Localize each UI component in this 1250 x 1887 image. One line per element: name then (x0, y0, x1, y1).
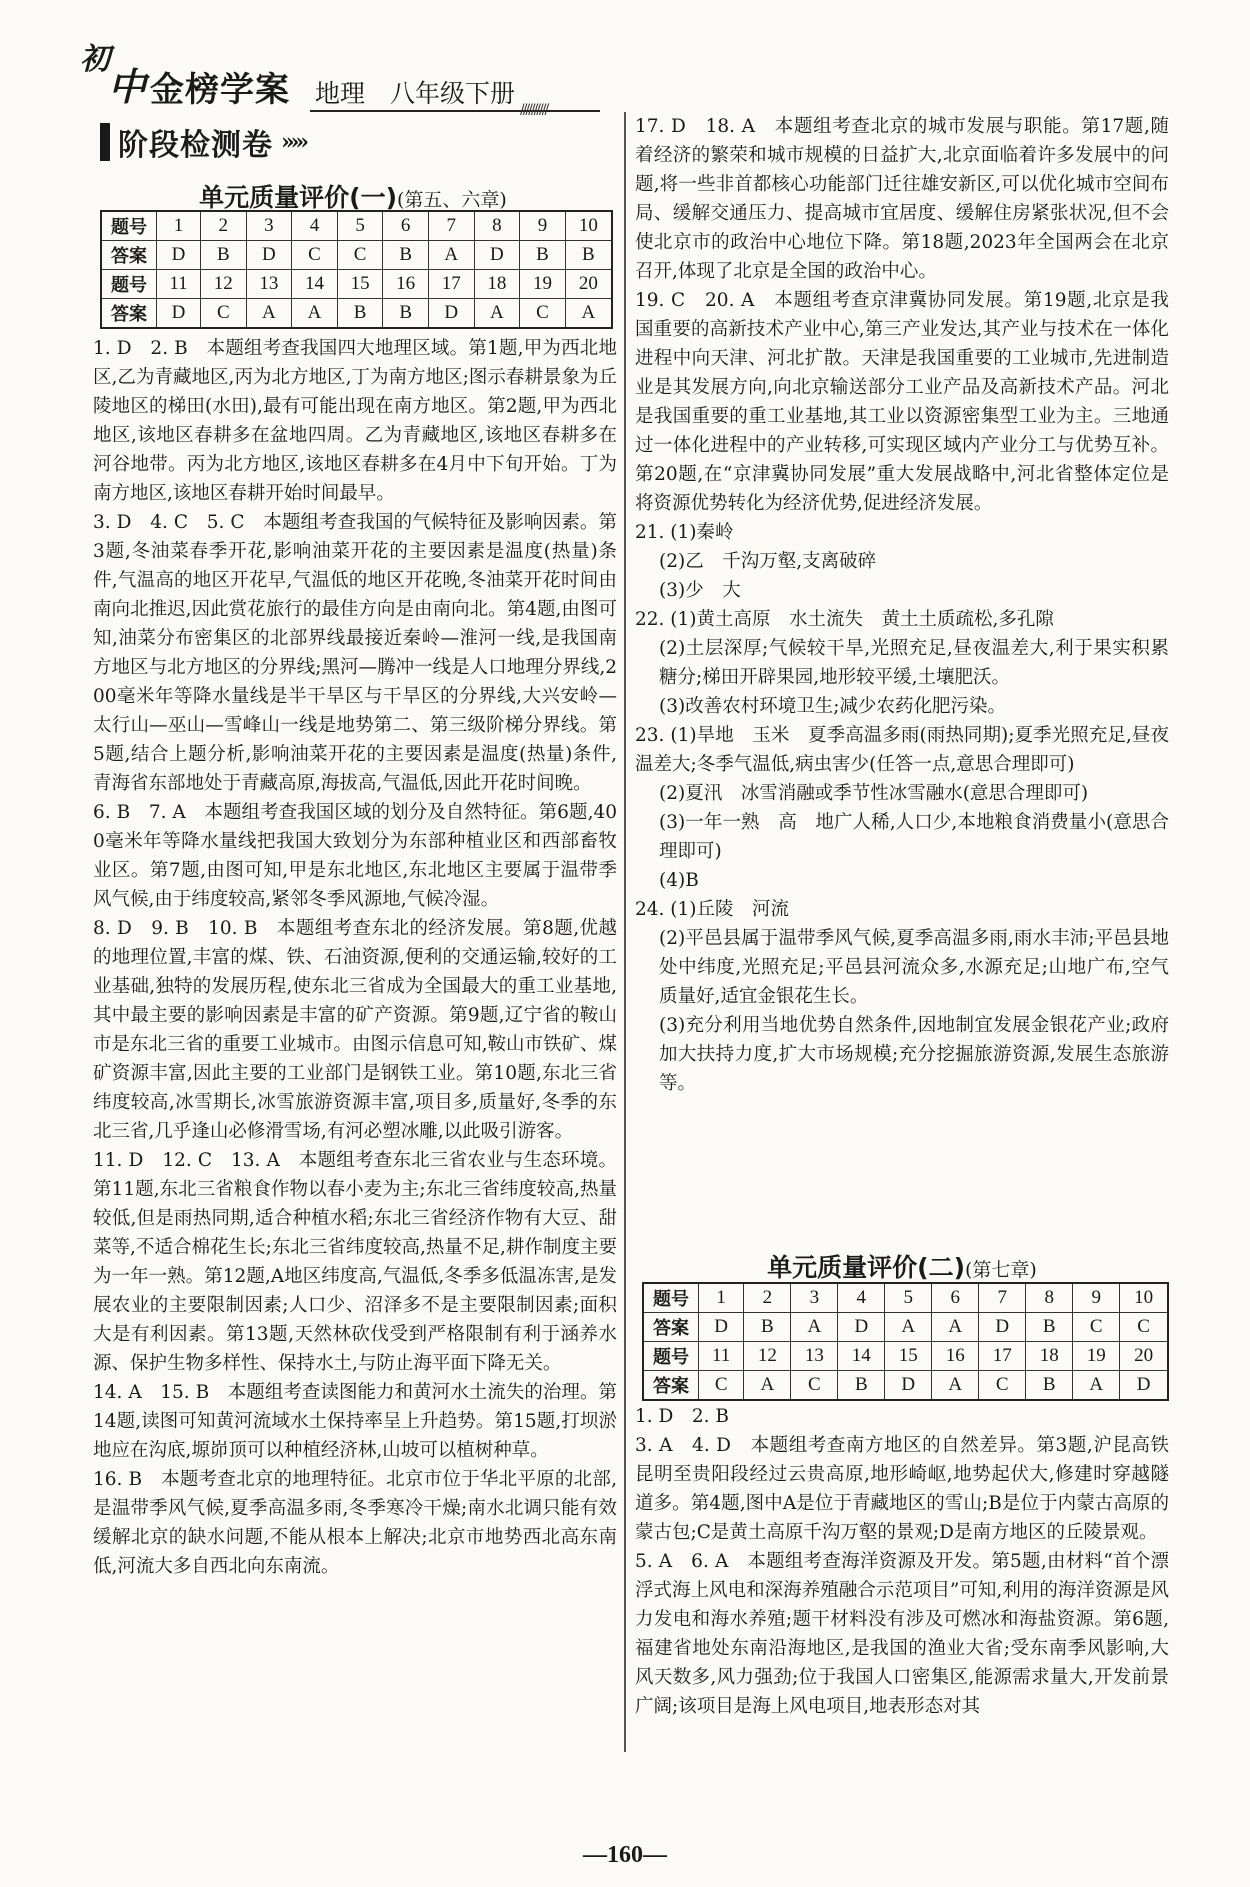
answer-cell: B (744, 1313, 791, 1342)
answer-cell: B (1026, 1313, 1073, 1342)
question-number: 9 (1073, 1283, 1120, 1313)
question-number: 9 (520, 211, 566, 241)
answer-paragraph: (3)充分利用当地优势自然条件,因地制宜发展金银花产业;政府加大扶持力度,扩大市场规模;充分挖掘旅游资源,发展生态旅游等。 (659, 1015, 1169, 1094)
question-number: 5 (885, 1283, 932, 1313)
answer-paragraph: 19. C 20. A 本题组考查京津冀协同发展。第19题,北京是我国重要的高新技术产业中心,第三产业发达,其产业与技术在一体化进程中向天津、河北扩散。天津是我国重要的工业城市,先进制造业是其发展方向,向北京输送部分工业产品及高新技术产品。河北是我国重要的重工业基地,其工业以资源密集型工业为主。三地通过一体化进程中的产业转移,可实现区域内产业分工与优势互补。第20题,在“京津冀协同发展”重大发展战略中,河北省整体定位是将资源优势转化为经济优势,促进经济发展。 (635, 290, 1169, 514)
question-number: 18 (1026, 1342, 1073, 1371)
answer-paragraph: 1. D 2. B (635, 1406, 729, 1427)
subject-label: 地理 八年级下册 (315, 79, 516, 108)
row-label: 题号 (101, 211, 157, 241)
answer-cell: B (200, 241, 246, 270)
answer-paragraph: 21. (1)秦岭 (635, 522, 734, 543)
answer-cell: A (565, 299, 612, 329)
row-label: 题号 (101, 270, 157, 299)
answer-cell: C (699, 1371, 744, 1401)
row-label: 答案 (101, 241, 157, 270)
answer-paragraph: (2)夏汛 冰雪消融或季节性冰雪融水(意思合理即可) (659, 783, 1089, 804)
answer-paragraph: 24. (1)丘陵 河流 (635, 899, 790, 920)
question-number: 15 (885, 1342, 932, 1371)
question-number: 20 (1120, 1342, 1168, 1371)
header-ticks: ////////// (520, 102, 548, 118)
right-answers (635, 112, 1169, 1098)
question-number: 12 (200, 270, 246, 299)
answer-paragraph: 3. A 4. D 本题组考查南方地区的自然差异。第3题,沪昆高铁昆明至贵阳段经过云贵高原,地形崎岖,地势起伏大,修建时穿越隧道多。第4题,图中A是位于青藏地区的雪山;B是位于内蒙古高原的蒙古包;C是黄土高原千沟万壑的景观;D是南方地区的丘陵景观。 (635, 1435, 1169, 1543)
answer-row (643, 1313, 1168, 1342)
row-label: 题号 (643, 1283, 699, 1313)
question-number: 19 (1073, 1342, 1120, 1371)
question-number: 1 (699, 1283, 744, 1313)
answer-cell: A (474, 299, 520, 329)
question-number: 2 (200, 211, 246, 241)
question-number: 11 (699, 1342, 744, 1371)
unit1-title (93, 178, 613, 214)
answer-paragraph: 16. B 本题考查北京的地理特征。北京市位于华北平原的北部,是温带季风气候,夏季高温多雨,冬季寒冷干燥;南水北调只能有效缓解北京的缺水问题,不能从根本上解决;北京市地势西北高东南低,河流大多自西北向东南流。 (93, 1469, 617, 1577)
answer-cell: A (1073, 1371, 1120, 1401)
unit1-title-text: 单元质量评价(一) (199, 183, 398, 212)
answer-paragraph: 6. B 7. A 本题组考查我国区域的划分及自然特征。第6题,400毫米年等降水量线把我国大致划分为东部种植业区和西部畜牧业区。第7题,由图可知,甲是东北地区,东北地区主要属于温带季风气候,由于纬度较高,紧邻冬季风源地,气候冷湿。 (93, 802, 617, 910)
question-number: 13 (791, 1342, 838, 1371)
question-number: 16 (383, 270, 429, 299)
question-number: 6 (383, 211, 429, 241)
section-bar-icon (100, 123, 110, 161)
question-number: 8 (474, 211, 520, 241)
answer-paragraph: (2)土层深厚;气候较干旱,光照充足,昼夜温差大,利于果实积累糖分;梯田开辟果园,地形较平缓,土壤肥沃。 (659, 638, 1169, 688)
answer-cell: B (565, 241, 612, 270)
unit2-answer-table (642, 1282, 1169, 1401)
answer-paragraph: (3)一年一熟 高 地广人稀,人口少,本地粮食消费量小(意思合理即可) (659, 812, 1169, 862)
unit2-answers (635, 1402, 1169, 1721)
answer-cell: C (292, 241, 338, 270)
question-number: 20 (565, 270, 612, 299)
answer-row (101, 299, 612, 329)
answer-cell: A (885, 1313, 932, 1342)
row-label: 答案 (643, 1371, 699, 1401)
question-number: 17 (979, 1342, 1026, 1371)
answer-cell: B (520, 241, 566, 270)
header-rule (310, 110, 600, 112)
question-number: 18 (474, 270, 520, 299)
unit2-title-text: 单元质量评价(二) (767, 1253, 966, 1282)
row-label: 答案 (101, 299, 157, 329)
question-number: 8 (1026, 1283, 1073, 1313)
answer-paragraph: 8. D 9. B 10. B 本题组考查东北的经济发展。第8题,优越的地理位置,丰富的煤、铁、石油资源,便利的交通运输,较好的工业基础,独特的发展历程,使东北三省成为全国最大的重工业基地,其中最主要的影响因素是丰富的矿产资源。第9题,辽宁省的鞍山市是东北三省的重要工业城市。由图示信息可知,鞍山市铁矿、煤矿资源丰富,因此主要的工业部门是钢铁工业。第10题,东北三省纬度较高,冰雪期长,冰雪旅游资源丰富,项目多,质量好,冬季的东北三省,几乎逢山必修滑雪场,有河必塑冰雕,以此吸引游客。 (93, 918, 617, 1142)
unit2-chapters: (第七章) (965, 1259, 1037, 1281)
answer-paragraph: (4)B (659, 870, 699, 891)
question-number: 14 (838, 1342, 885, 1371)
answer-cell: B (383, 241, 429, 270)
answer-cell: D (474, 241, 520, 270)
brand-chu: 初 (80, 42, 110, 77)
question-number: 7 (979, 1283, 1026, 1313)
question-number: 17 (428, 270, 474, 299)
unit1-answer-table (100, 210, 613, 329)
answer-paragraph: 17. D 18. A 本题组考查北京的城市发展与职能。第17题,随着经济的繁荣和城市规模的日益扩大,北京面临着许多发展中的问题,将一些非首都核心功能部门迁往雄安新区,可以优化城市空间布局、缓解交通压力、提高城市宜居度、缓解住房紧张状况,但不会使北京市的政治中心地位下降。第18题,2023年全国两会在北京召开,体现了北京是全国的政治中心。 (635, 116, 1169, 282)
answer-cell: A (292, 299, 338, 329)
answer-paragraph: (3)改善农村环境卫生;减少农药化肥污染。 (659, 696, 1006, 717)
number-row (101, 270, 612, 299)
question-number: 3 (791, 1283, 838, 1313)
answer-cell: B (1026, 1371, 1073, 1401)
row-label: 答案 (643, 1313, 699, 1342)
column-divider (624, 112, 626, 1752)
question-number: 13 (246, 270, 292, 299)
answer-cell: D (157, 299, 201, 329)
answer-paragraph: 1. D 2. B 本题组考查我国四大地理区域。第1题,甲为西北地区,乙为青藏地区,丙为北方地区,丁为南方地区;图示春耕景象为丘陵地区的梯田(水田),最有可能出现在南方地区。第2题,甲为西北地区,该地区春耕多在盆地四周。乙为青藏地区,该地区春耕多在河谷地带。丙为北方地区,该地区春耕多在4月中下旬开始。丁为南方地区,该地区春耕开始时间最早。 (93, 338, 617, 504)
left-answers (93, 334, 617, 1581)
answer-cell: D (157, 241, 201, 270)
answer-paragraph: 23. (1)旱地 玉米 夏季高温多雨(雨热同期);夏季光照充足,昼夜温差大;冬季气温低,病虫害少(任答一点,意思合理即可) (635, 725, 1169, 775)
question-number: 11 (157, 270, 201, 299)
answer-cell: B (337, 299, 383, 329)
brand-zhong: 中 (108, 64, 147, 109)
number-row (101, 211, 612, 241)
question-number: 12 (744, 1342, 791, 1371)
question-number: 6 (932, 1283, 979, 1313)
number-row (643, 1283, 1168, 1313)
answer-cell: B (838, 1371, 885, 1401)
answer-cell: D (885, 1371, 932, 1401)
brand-name: 金榜学案 (150, 70, 290, 110)
page-header (80, 30, 600, 118)
answer-cell: D (246, 241, 292, 270)
question-number: 10 (1120, 1283, 1168, 1313)
question-number: 3 (246, 211, 292, 241)
answer-cell: D (979, 1313, 1026, 1342)
answer-row (643, 1371, 1168, 1401)
question-number: 7 (428, 211, 474, 241)
answer-paragraph: 3. D 4. C 5. C 本题组考查我国的气候特征及影响因素。第3题,冬油菜春季开花,影响油菜开花的主要因素是温度(热量)条件,气温高的地区开花早,气温低的地区开花晚,冬油菜开花时间由南向北推迟,因此赏花旅行的最佳方向是由南向北。第4题,由图可知,油菜分布密集区的北部界线最接近秦岭—淮河一线,是我国南方地区与北方地区的分界线;黑河—腾冲一线是人口地理分界线,200毫米年等降水量线是半干旱区与干旱区的分界线,大兴安岭—太行山—巫山—雪峰山一线是地势第二、第三级阶梯分界线。第5题,结合上题分析,影响油菜开花的主要因素是温度(热量)条件,青海省东部地处于青藏高原,海拔高,气温低,因此开花时间晚。 (93, 512, 617, 794)
answer-cell: A (428, 241, 474, 270)
answer-paragraph: (2)平邑县属于温带季风气候,夏季高温多雨,雨水丰沛;平邑县地处中纬度,光照充足;平邑县河流众多,水源充足;山地广布,空气质量好,适宜金银花生长。 (659, 928, 1169, 1007)
question-number: 15 (337, 270, 383, 299)
answer-cell: C (791, 1371, 838, 1401)
page-number: —160— (583, 1842, 667, 1868)
answer-cell: A (932, 1313, 979, 1342)
answer-cell: C (520, 299, 566, 329)
number-row (643, 1342, 1168, 1371)
question-number: 16 (932, 1342, 979, 1371)
answer-cell: A (791, 1313, 838, 1342)
answer-cell: D (428, 299, 474, 329)
unit2-title (635, 1248, 1169, 1284)
answer-paragraph: (3)少 大 (659, 580, 741, 601)
row-label: 题号 (643, 1342, 699, 1371)
answer-row (101, 241, 612, 270)
answer-cell: A (744, 1371, 791, 1401)
answer-cell: C (337, 241, 383, 270)
question-number: 14 (292, 270, 338, 299)
unit1-chapters: (第五、六章) (397, 189, 507, 211)
question-number: 19 (520, 270, 566, 299)
question-number: 5 (337, 211, 383, 241)
question-number: 4 (292, 211, 338, 241)
section-title-text: 阶段检测卷 (118, 128, 273, 163)
answer-cell: A (932, 1371, 979, 1401)
answer-paragraph: 22. (1)黄土高原 水土流失 黄土土质疏松,多孔隙 (635, 609, 1054, 630)
answer-cell: A (246, 299, 292, 329)
answer-paragraph: (2)乙 千沟万壑,支离破碎 (659, 551, 877, 572)
answer-cell: C (979, 1371, 1026, 1401)
answer-paragraph: 11. D 12. C 13. A 本题组考查东北三省农业与生态环境。第11题,东北三省粮食作物以春小麦为主;东北三省纬度较高,热量较低,但是雨热同期,适合种植水稻;东北三省经济作物有大豆、甜菜等,不适合棉花生长;东北三省纬度较高,热量不足,耕作制度主要为一年一熟。第12题,A地区纬度高,气温低,冬季多低温冻害,是发展农业的主要限制因素;人口少、沼泽多不是主要限制因素;面积大是有利因素。第13题,天然林砍伐受到严格限制有利于涵养水源、保护生物多样性、保持水土,与防止海平面下降无关。 (93, 1150, 617, 1374)
arrows-icon: ››››› (281, 129, 305, 155)
question-number: 1 (157, 211, 201, 241)
question-number: 10 (565, 211, 612, 241)
answer-cell: D (1120, 1371, 1168, 1401)
answer-cell: D (699, 1313, 744, 1342)
question-number: 4 (838, 1283, 885, 1313)
answer-paragraph: 5. A 6. A 本题组考查海洋资源及开发。第5题,由材料“首个漂浮式海上风电和深海养殖融合示范项目”可知,利用的海洋资源是风力发电和海水养殖;题干材料没有涉及可燃冰和海盐资源。第6题,福建省地处东南沿海地区,是我国的渔业大省;受东南季风影响,大风天数多,风力强劲;位于我国人口密集区,能源需求量大,开发前景广阔;该项目是海上风电项目,地表形态对其 (635, 1551, 1169, 1717)
answer-cell: C (1120, 1313, 1168, 1342)
answer-cell: D (838, 1313, 885, 1342)
question-number: 2 (744, 1283, 791, 1313)
answer-cell: B (383, 299, 429, 329)
answer-paragraph: 14. A 15. B 本题组考查读图能力和黄河水土流失的治理。第14题,读图可知黄河流域水土保持率呈上升趋势。第15题,打坝淤地应在沟底,塬峁顶可以种植经济林,山坡可以植树种草。 (93, 1382, 617, 1461)
answer-cell: C (200, 299, 246, 329)
answer-cell: C (1073, 1313, 1120, 1342)
section-title (100, 120, 305, 164)
